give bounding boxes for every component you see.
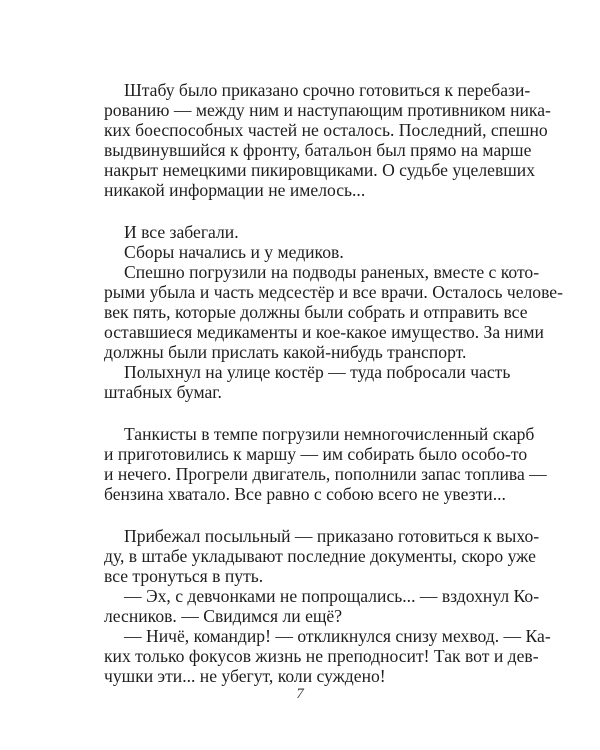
text-line: Сборы начались и у медиков. [124, 242, 344, 262]
text-line: Спешно погрузили на подводы раненых, вместе с кото- [124, 262, 540, 282]
text-line: И все забегали. [124, 222, 239, 242]
text-line: Танкисты в темпе погрузили немногочисленный скарб [124, 424, 535, 444]
text-line: — Эх, с девчонками не попрощались... — вздохнул Ко- [124, 586, 540, 606]
text-line: Штабу было приказано срочно готовиться к перебази- [124, 80, 531, 100]
text-line: рованию — между ним и наступающим противником ника- [104, 100, 551, 120]
text-line: должны были прислать какой-нибудь транспорт. [104, 342, 467, 362]
text-line: ких только фокусов жизнь не преподносит! Так вот и дев- [104, 646, 539, 666]
text-line: — Ничё, командир! — откликнулся снизу мехвод. — Ка- [124, 626, 551, 646]
text-line: накрыт немецкими пикировщиками. О судьбе уцелевших [104, 160, 536, 180]
text-line: бензина хватало. Все равно с собою всего не увезти... [104, 484, 506, 504]
text-line: штабных бумаг. [104, 382, 222, 402]
text-line: никакой информации не имелось... [104, 180, 366, 200]
text-line: Полыхнул на улице костёр — туда побросали часть [124, 362, 511, 382]
text-line: рыми убыла и часть медсестёр и все врачи. Осталось челове- [104, 282, 563, 302]
body-text [104, 80, 563, 686]
section-break [104, 504, 484, 526]
paragraph-6 [104, 424, 547, 504]
text-line: Прибежал посыльный — приказано готовиться к выхо- [124, 526, 540, 546]
text-line: выдвинувшийся к фронту, батальон был прямо на марше [104, 140, 532, 160]
paragraph-9 [104, 626, 551, 686]
text-line: век пять, которые должны были собрать и отправить все [104, 302, 528, 322]
text-line: и нечего. Прогрели двигатель, пополнили запас топлива — [104, 464, 547, 484]
text-line: и приготовились к маршу — им собирать было особо-то [104, 444, 528, 464]
page-number: 7 [296, 686, 304, 702]
paragraph-3 [104, 242, 484, 262]
paragraph-1 [104, 80, 551, 200]
text-line: ких боеспособных частей не осталось. Последний, спешно [104, 120, 548, 140]
section-break [104, 200, 484, 222]
paragraph-5 [104, 362, 511, 402]
paragraph-2 [104, 222, 484, 242]
section-break [104, 402, 484, 424]
paragraph-4 [104, 262, 563, 362]
text-line: все тронуться в путь. [104, 566, 264, 586]
paragraph-7 [104, 526, 540, 586]
text-line: чушки эти... не убегут, коли суждено! [104, 666, 386, 686]
text-line: ду, в штабе укладывают последние документы, скоро уже [104, 546, 536, 566]
paragraph-8 [104, 586, 540, 626]
text-line: оставшиеся медикаменты и кое-какое имущество. За ними [104, 322, 544, 342]
text-line: лесников. — Свидимся ли ещё? [104, 606, 343, 626]
